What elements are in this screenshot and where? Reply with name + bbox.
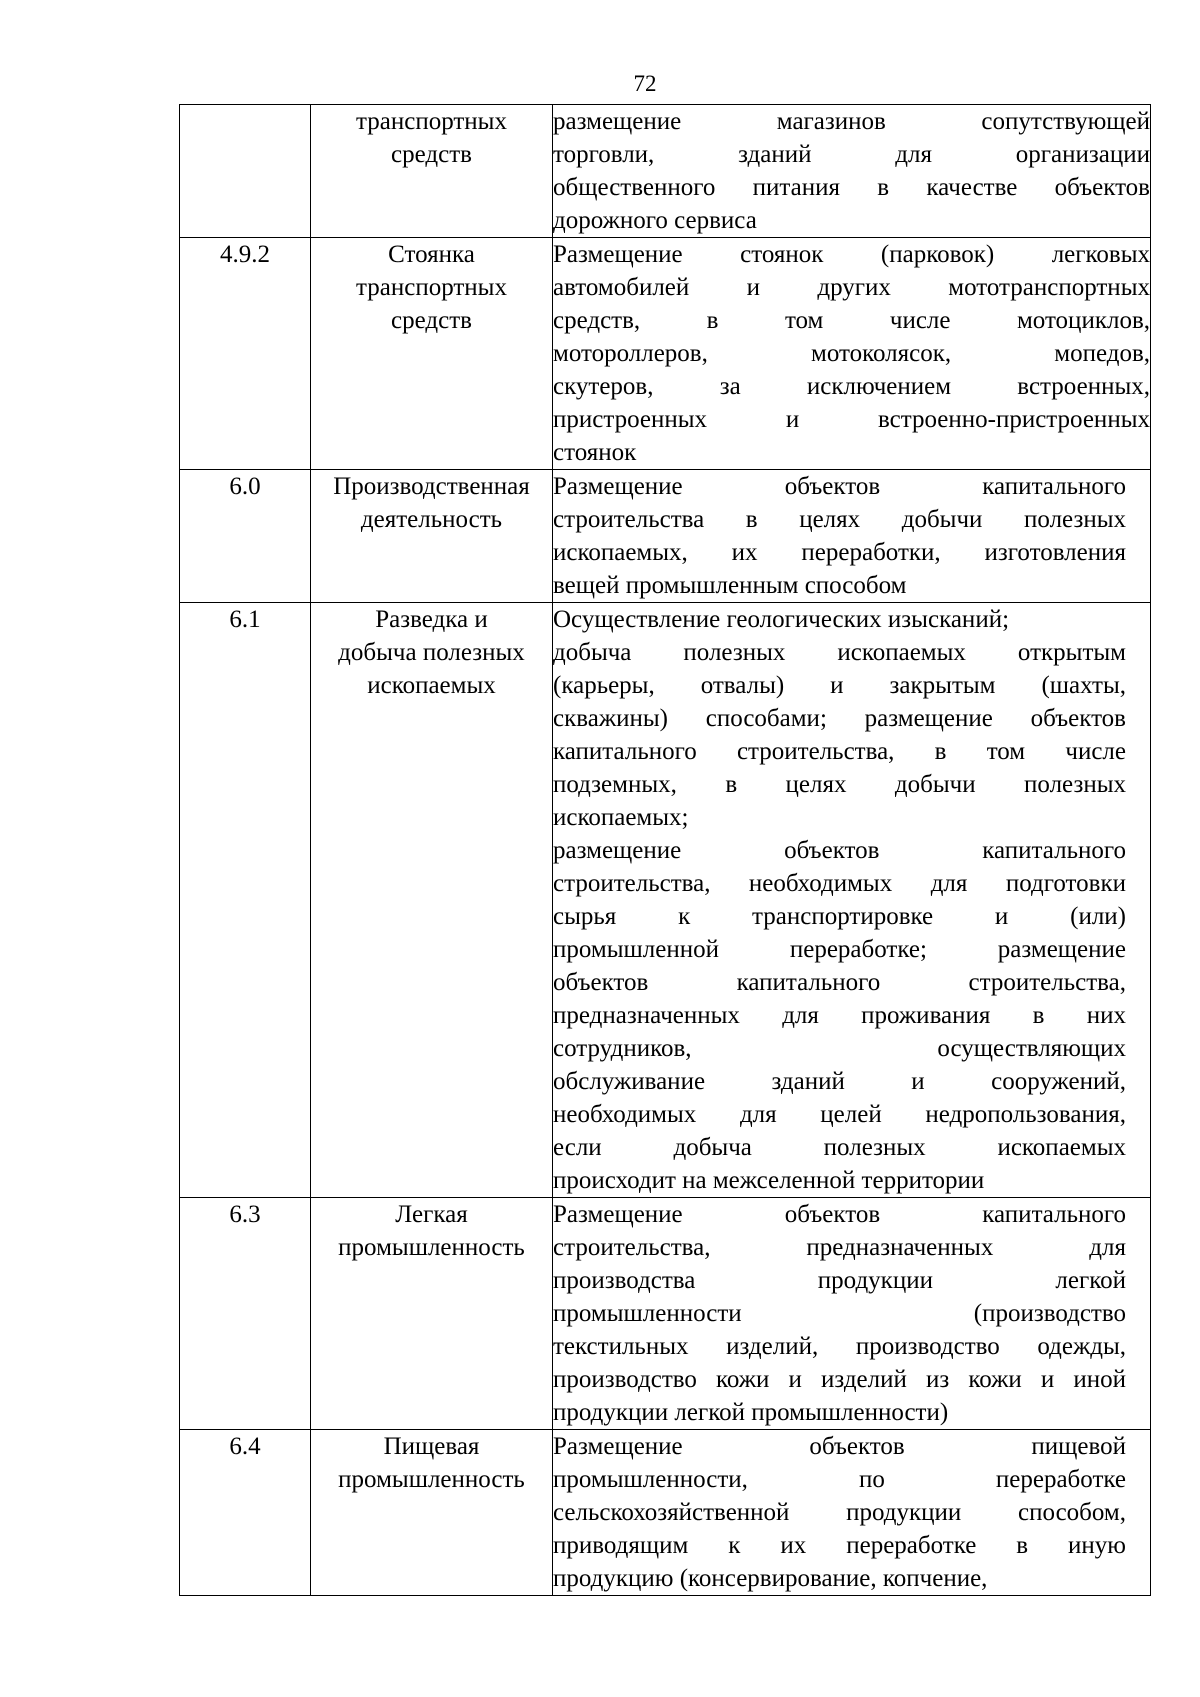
- description-line: Размещение стоянок (парковок) легковых: [553, 241, 1150, 268]
- description-line: если добыча полезных ископаемых: [553, 1134, 1126, 1161]
- page-number: 72: [633, 71, 657, 96]
- table-row: [180, 1198, 1151, 1430]
- row-description: [553, 105, 1151, 238]
- description-paragraph: [553, 1198, 1126, 1429]
- row-name: [311, 105, 553, 238]
- description-line: дорожного сервиса: [553, 207, 757, 234]
- name-line: промышленность: [338, 1466, 525, 1493]
- description-paragraph: [553, 834, 1126, 1197]
- description-line: мотороллеров, мотоколясок, мопедов,: [553, 340, 1150, 367]
- description-line: вещей промышленным способом: [553, 572, 907, 599]
- row-code: [180, 105, 311, 238]
- table-row: [180, 105, 1151, 238]
- table-row: [180, 470, 1151, 603]
- description-line: предназначенных для проживания в них: [553, 1002, 1126, 1029]
- description-line: происходит на межселенной территории: [553, 1167, 985, 1194]
- row-description: [553, 1198, 1151, 1430]
- table-row: [180, 238, 1151, 470]
- row-code: 6.1: [180, 603, 311, 1198]
- row-code: 4.9.2: [180, 238, 311, 470]
- description-line: промышленности, по переработке: [553, 1466, 1126, 1493]
- description-line: добыча полезных ископаемых открытым: [553, 639, 1126, 666]
- table-row: [180, 603, 1151, 1198]
- name-line: Стоянка: [388, 241, 475, 268]
- description-line: Осуществление геологических изысканий;: [553, 606, 1010, 633]
- description-line: текстильных изделий, производство одежды,: [553, 1333, 1126, 1360]
- description-line: обслуживание зданий и сооружений,: [553, 1068, 1126, 1095]
- description-line: ископаемых, их переработки, изготовления: [553, 539, 1126, 566]
- name-line: Разведка и: [375, 606, 488, 633]
- description-line: автомобилей и других мототранспортных: [553, 274, 1150, 301]
- description-line: (карьеры, отвалы) и закрытым (шахты,: [553, 672, 1126, 699]
- row-name: [311, 470, 553, 603]
- description-line: средств, в том числе мотоциклов,: [553, 307, 1150, 334]
- description-line: скважины) способами; размещение объектов: [553, 705, 1126, 732]
- description-line: общественного питания в качестве объектов: [553, 174, 1150, 201]
- description-line: Размещение объектов пищевой: [553, 1433, 1126, 1460]
- description-line: подземных, в целях добычи полезных: [553, 771, 1126, 798]
- description-line: строительства, необходимых для подготовки: [553, 870, 1126, 897]
- description-line: производство кожи и изделий из кожи и иной: [553, 1366, 1126, 1393]
- row-code: 6.4: [180, 1430, 311, 1596]
- row-code: 6.0: [180, 470, 311, 603]
- name-line: промышленность: [338, 1234, 525, 1261]
- description-line: Размещение объектов капитального: [553, 1201, 1126, 1228]
- description-line: продукцию (консервирование, копчение,: [553, 1565, 988, 1592]
- description-line: сельскохозяйственной продукции способом,: [553, 1499, 1126, 1526]
- description-paragraph: [553, 238, 1150, 469]
- row-name: [311, 1430, 553, 1596]
- row-description: [553, 470, 1151, 603]
- row-description: [553, 603, 1151, 1198]
- description-line: ископаемых;: [553, 804, 689, 831]
- row-description: [553, 1430, 1151, 1596]
- row-name: [311, 238, 553, 470]
- name-line: средств: [391, 307, 472, 334]
- row-name: [311, 603, 553, 1198]
- description-paragraph: [553, 603, 1126, 636]
- description-line: промышленности (производство: [553, 1300, 1126, 1327]
- description-line: размещение магазинов сопутствующей: [553, 108, 1150, 135]
- row-name: [311, 1198, 553, 1430]
- description-line: торговли, зданий для организации: [553, 141, 1150, 168]
- name-line: Пищевая: [383, 1433, 480, 1460]
- table-body: [180, 105, 1151, 1596]
- description-line: производства продукции легкой: [553, 1267, 1126, 1294]
- description-line: Размещение объектов капитального: [553, 473, 1126, 500]
- description-line: капитального строительства, в том числе: [553, 738, 1126, 765]
- description-line: скутеров, за исключением встроенных,: [553, 373, 1150, 400]
- description-line: сотрудников, осуществляющих: [553, 1035, 1126, 1062]
- description-line: необходимых для целей недропользования,: [553, 1101, 1126, 1128]
- row-code: 6.3: [180, 1198, 311, 1430]
- description-line: пристроенных и встроенно-пристроенных: [553, 406, 1150, 433]
- description-line: промышленной переработке; размещение: [553, 936, 1126, 963]
- description-line: размещение объектов капитального: [553, 837, 1126, 864]
- table-row: [180, 1430, 1151, 1596]
- description-line: объектов капитального строительства,: [553, 969, 1126, 996]
- name-line: деятельность: [360, 506, 503, 533]
- description-line: строительства в целях добычи полезных: [553, 506, 1126, 533]
- description-paragraph: [553, 636, 1126, 834]
- description-line: стоянок: [553, 439, 637, 466]
- description-line: сырья к транспортировке и (или): [553, 903, 1126, 930]
- description-paragraph: [553, 105, 1150, 237]
- name-line: транспортных: [356, 108, 507, 135]
- description-line: продукции легкой промышленности): [553, 1399, 949, 1426]
- name-line: Производственная: [333, 473, 530, 500]
- description-line: строительства, предназначенных для: [553, 1234, 1126, 1261]
- name-line: транспортных: [356, 274, 507, 301]
- description-paragraph: [553, 1430, 1126, 1595]
- name-line: Легкая: [395, 1201, 468, 1228]
- name-line: добыча полезных: [338, 639, 525, 666]
- description-line: приводящим к их переработке в иную: [553, 1532, 1126, 1559]
- row-description: [553, 238, 1151, 470]
- name-line: ископаемых: [367, 672, 496, 699]
- name-line: средств: [391, 141, 472, 168]
- description-paragraph: [553, 470, 1126, 602]
- land-use-table: [179, 104, 1151, 1596]
